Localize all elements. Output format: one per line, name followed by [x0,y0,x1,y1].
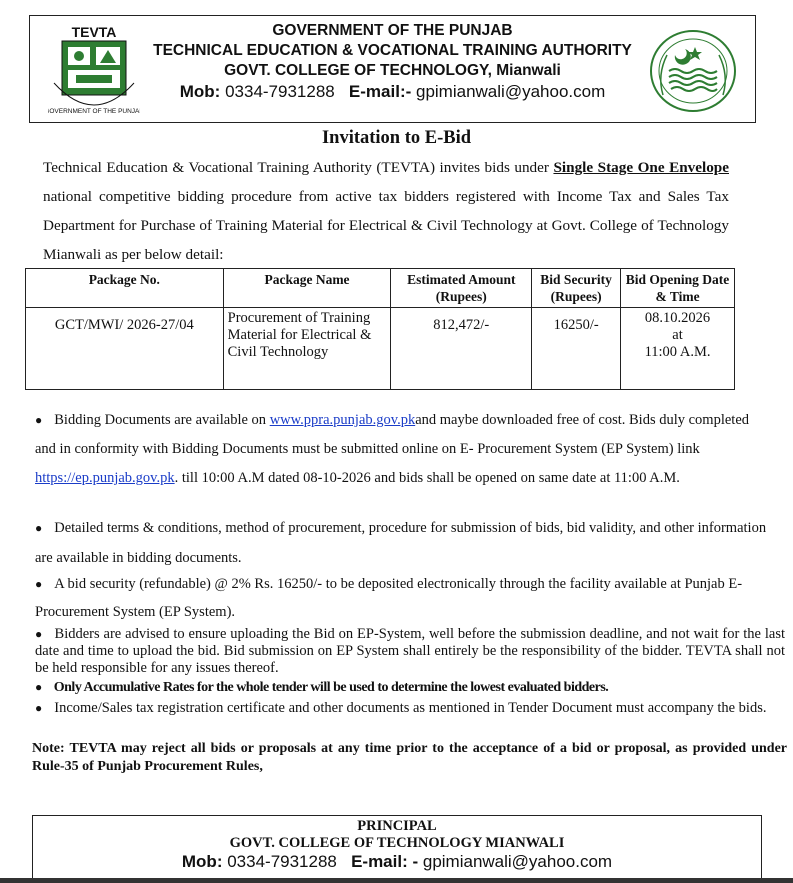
footer-email-value: gpimianwali@yahoo.com [422,852,613,871]
footer-college: GOVT. COLLEGE OF TECHNOLOGY MIANWALI [229,835,565,851]
bullet-icon: ● [35,521,43,535]
document-title: Invitation to E-Bid [321,128,472,148]
mob-label: Mob: [179,82,221,101]
bullet-text: Bidding Documents are available on [54,412,270,428]
email-label: E-mail:- [348,82,412,101]
bullet-bid-security [35,570,770,626]
mob-value: 0334-7931288 [225,82,335,101]
bullet-icon: ● [35,413,43,427]
note-text: : TEVTA may reject all bids or proposals at any time prior to the acceptance of a bid or proposal, as provided under Rule-35 of Punjab Procurement Rules, [32,741,787,774]
intro-underlined: Single Stage One Envelope [553,159,729,176]
ep-system-link[interactable]: https://ep.punjab.gov.pk [35,470,175,486]
footer-contact [33,852,761,872]
intro-paragraph [43,153,729,269]
td-bid-security: 16250/- [532,308,621,390]
header-college: GOVT. COLLEGE OF TECHNOLOGY, Mianwali [224,62,561,79]
bullet-text: Only Accumulative Rates for the whole tender will be used to determine the lowest evaluated bidders. [53,680,609,695]
letterhead [29,15,756,123]
note-paragraph [32,740,787,776]
th-bid-opening: Bid Opening Date & Time [621,269,735,308]
bid-table [25,268,735,390]
bullet-icon: ● [35,701,43,715]
email-value: gpimianwali@yahoo.com [416,82,606,101]
bullet-upload-advice [35,626,785,677]
opening-at: at [672,327,683,343]
punjab-emblem [645,25,741,117]
bullet-bidding-documents [35,406,770,493]
bullet-accumulative-rates [35,680,770,696]
bullet-icon: ● [35,627,43,641]
th-bid-security: Bid Security (Rupees) [532,269,621,308]
footer-principal: PRINCIPAL [357,818,437,834]
th-estimated-amount: Estimated Amount (Rupees) [391,269,532,308]
td-package-name: Procurement of Training Material for Electrical & Civil Technology [223,308,391,390]
th-package-no: Package No. [26,269,224,308]
signature-block [32,815,762,883]
bullet-tax-certificate [35,700,780,717]
bullet-text: Income/Sales tax registration certificate and other documents as mentioned in Tender Document must accompany the bids. [54,700,767,716]
bullet-text: . till 10:00 A.M dated 08-10-2026 and bids shall be opened on same date at 11:00 A.M. [174,470,680,486]
footer-mob-value: 0334-7931288 [227,852,337,871]
footer-mob-label: Mob: [181,852,223,871]
bullet-text: Detailed terms & conditions, method of procurement, procedure for submission of bids, bid validity, and other information are available in bidding documents. [35,520,767,566]
svg-text:GOVERNMENT OF THE PUNJAB: GOVERNMENT OF THE PUNJAB [48,108,140,115]
td-bid-opening [621,308,735,390]
svg-text:TEVTA: TEVTA [71,24,117,40]
header-authority: TECHNICAL EDUCATION & VOCATIONAL TRAINING AUTHORITY [153,42,632,59]
table-header-row [26,269,735,308]
bullet-text: A bid security (refundable) @ 2% Rs. 16250/- to be deposited electronically through the facility available at Punjab E-Procurement System (EP System). [35,576,743,620]
bullet-icon: ● [35,577,43,591]
footer-email-label: E-mail: - [351,852,419,871]
bullet-text: Bidders are advised to ensure uploading the Bid on EP-System, well before the submission deadline, and not wait for the last date and time to upload the bid. Bid submission on EP System shall entirely be the responsibility of the bidder. TEVTA shall not be held responsible for any issues thereof. [35,626,785,676]
td-package-no: GCT/MWI/ 2026-27/04 [26,308,224,390]
intro-text-2: national competitive bidding procedure from active tax bidders registered with Income Tax and Sales Tax Department for Purchase of Training Material for Electrical & Civil Technology at Govt. College of Technology Mianwali as per below detail: [43,188,729,263]
th-package-name: Package Name [223,269,391,308]
opening-time: 11:00 A.M. [644,344,711,360]
intro-text-1: Technical Education & Vocational Training Authority (TEVTA) invites bids under [43,159,554,176]
bullet-terms [35,513,770,573]
note-label: Note [32,741,60,756]
opening-date: 08.10.2026 [644,310,711,326]
bullet-icon: ● [35,680,42,694]
td-estimated-amount: 812,472/- [391,308,532,390]
header-government: GOVERNMENT OF THE PUNJAB [272,22,513,39]
ppra-link[interactable]: www.ppra.punjab.gov.pk [269,412,416,428]
bottom-divider [0,878,793,883]
bullet-text: and maybe downloaded free of cost. Bids duly completed and in conformity with Bidding Documents must be submitted online on E- Procurement System (EP System) link [35,412,750,457]
table-row [26,308,735,390]
